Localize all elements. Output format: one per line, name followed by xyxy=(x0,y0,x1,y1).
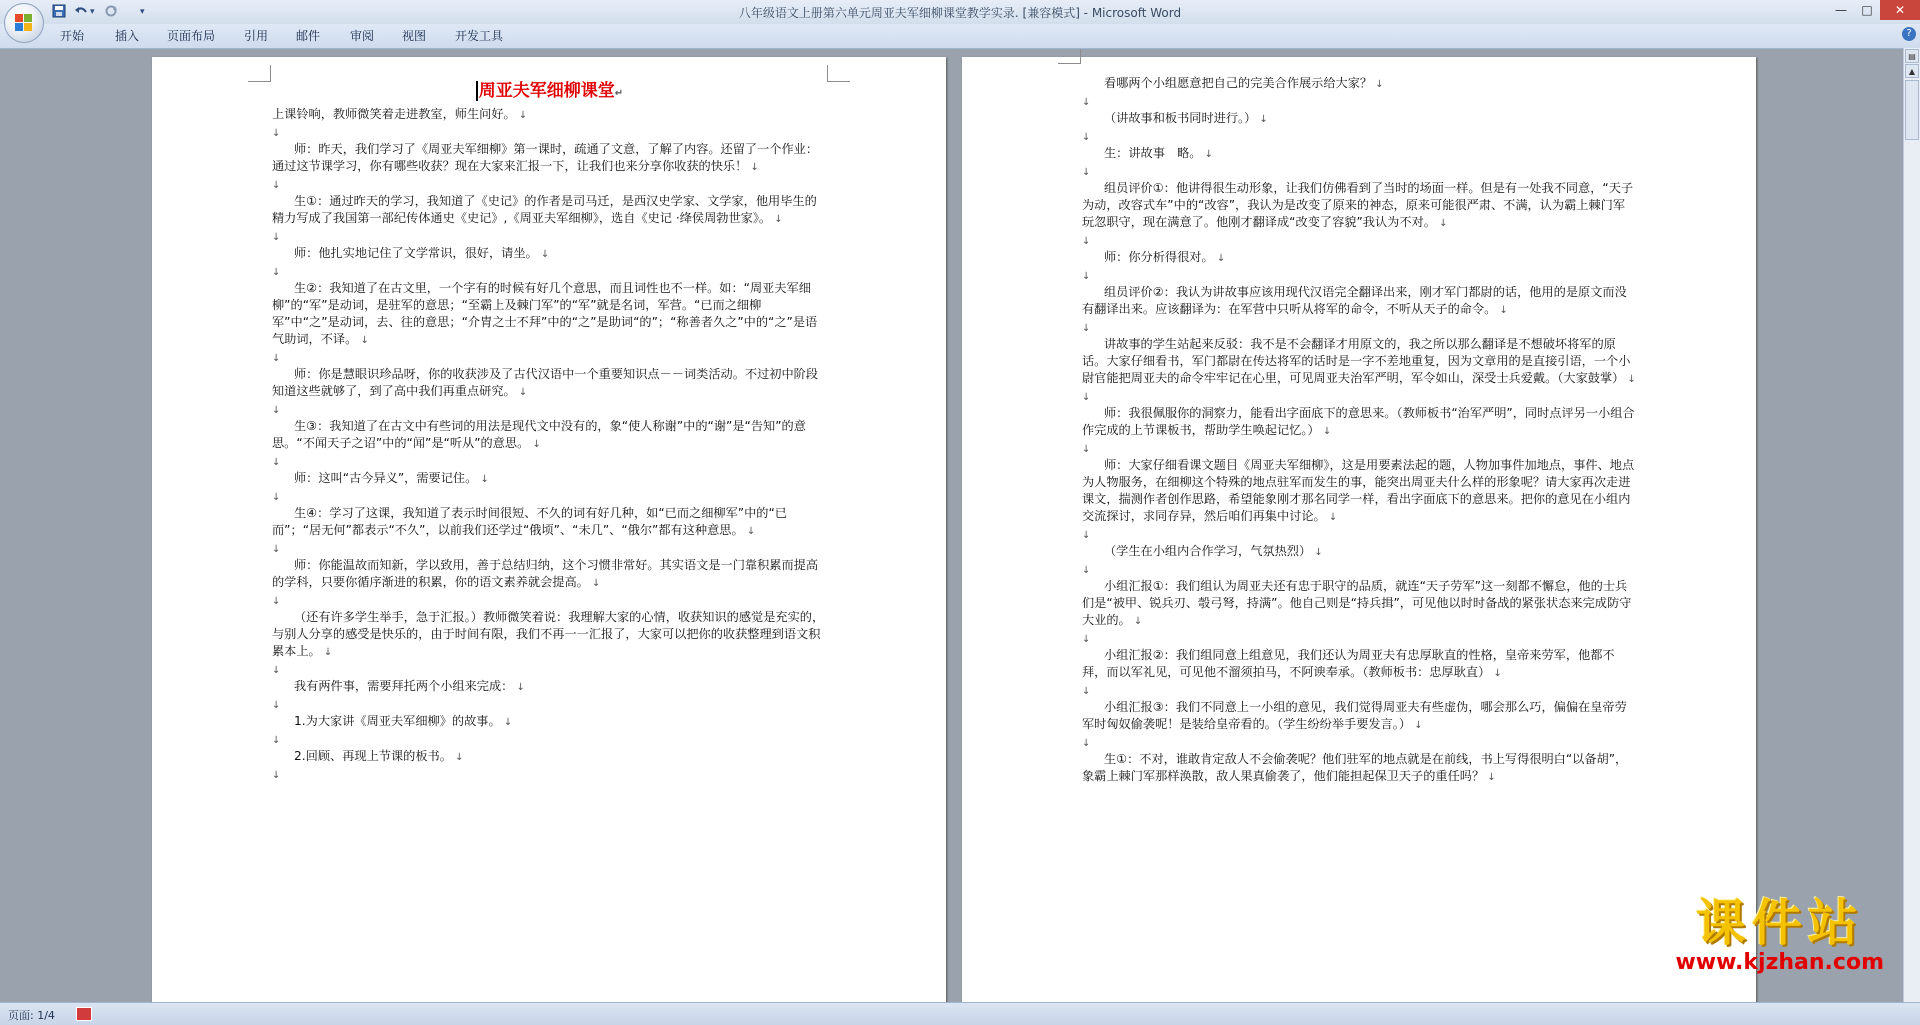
paragraph-mark: ↓ xyxy=(1082,323,1091,334)
paragraph-text: 师：你分析得很对。 xyxy=(1104,250,1214,264)
help-icon[interactable]: ? xyxy=(1902,27,1916,41)
paragraph-mark: ↓ xyxy=(1311,547,1323,558)
paragraph xyxy=(272,280,827,349)
paragraph-mark: ↓ xyxy=(537,249,550,260)
paragraph-text: 师：你是慧眼识珍品呀，你的收获涉及了古代汉语中一个重要知识点－－词类活动。不过初中阶段知道这些就够了，到了高中我们再重点研究。 xyxy=(272,367,819,398)
paragraph-mark: ↓ xyxy=(1319,426,1332,437)
paragraph-mark: ↓ xyxy=(588,578,601,589)
paragraph-mark: ↓ xyxy=(1082,132,1091,143)
paragraph xyxy=(1082,110,1637,128)
empty-paragraph xyxy=(1082,734,1637,751)
paragraph-mark: ↓ xyxy=(1256,114,1268,125)
paragraph-text: 生④：学习了这课，我知道了表示时间很短、不久的词有好几种，如“已而之细柳军”中的“已而”；“居无何”都表示“不久”，以前我们还学过“俄顷”、“未几”、“俄尔”都有这种意思。 xyxy=(272,506,787,537)
paragraph-mark: ↓ xyxy=(1201,149,1214,160)
paragraph xyxy=(1082,578,1637,630)
paragraph-mark: ↓ xyxy=(743,526,756,537)
paragraph-mark: ↓ xyxy=(357,335,369,346)
paragraph xyxy=(1082,284,1637,319)
paragraph xyxy=(272,418,827,453)
paragraph-mark: ↓ xyxy=(1372,79,1384,90)
empty-paragraph xyxy=(272,453,827,470)
paragraph-mark: ↓ xyxy=(1082,392,1091,403)
crop-mark xyxy=(1058,49,1081,64)
paragraph-mark: ↓ xyxy=(272,457,281,468)
paragraph xyxy=(272,141,827,176)
empty-paragraph xyxy=(1082,388,1637,405)
office-logo-icon xyxy=(15,14,33,32)
paragraph-mark: ↓ xyxy=(1082,271,1091,282)
empty-paragraph xyxy=(1082,319,1637,336)
paragraph-mark: ↓ xyxy=(272,596,281,607)
customize-quick-access-icon[interactable]: ▾ xyxy=(140,7,145,17)
paragraph-mark: ↓ xyxy=(1411,720,1423,731)
paragraph-mark: ↓ xyxy=(1490,668,1502,679)
paragraph-text: 小组汇报③：我们不同意上一小组的意见，我们觉得周亚夫有些虚伪，哪会那么巧，偏偏在皇帝劳军时匈奴偷袭呢！是装给皇帝看的。（学生纷纷举手要发言。） xyxy=(1082,700,1627,731)
tab-references[interactable]: 引用 xyxy=(244,29,269,43)
paragraph xyxy=(272,245,827,263)
paragraph-mark: ↓ xyxy=(1496,305,1508,316)
paragraph-text: 看哪两个小组愿意把自己的完美合作展示给大家？ xyxy=(1104,76,1373,90)
crop-mark xyxy=(827,65,850,82)
paragraph xyxy=(1082,647,1637,682)
paragraph-text: 组员评价①：他讲得很生动形象，让我们仿佛看到了当时的场面一样。但是有一处我不同意，“天子为动，改容式车”中的“改容”，我认为是改变了原来的神态，原来可能很严肃、不满，认为霸上棘门军玩忽职守，现在满意了。他刚才翻译成“改变了容貌”我认为不对。 xyxy=(1082,181,1634,229)
paragraph-text: 师：这叫“古今异义”，需要记住。 xyxy=(294,471,478,485)
paragraph-text: 我有两件事，需要拜托两个小组来完成： xyxy=(294,679,514,693)
paragraph-mark: ↓ xyxy=(1082,167,1091,178)
paragraph-mark: ↓ xyxy=(1435,218,1448,229)
paragraph-mark: ↓ xyxy=(272,128,281,139)
empty-paragraph xyxy=(272,349,827,366)
paragraph-mark: ↓ xyxy=(529,439,541,450)
paragraph-mark: ↓ xyxy=(451,752,464,763)
tab-home[interactable]: 开始 xyxy=(60,29,85,43)
paragraph-mark: ↓ xyxy=(477,474,489,485)
proofing-status-icon[interactable] xyxy=(76,1007,92,1021)
paragraph-mark: ↓ xyxy=(1130,616,1143,627)
paragraph-mark: ↓ xyxy=(1082,530,1091,541)
paragraph-mark: ↓ xyxy=(1082,236,1091,247)
paragraph-text: 2.回顾、再现上节课的板书。 xyxy=(294,749,452,763)
undo-dropdown-icon[interactable]: ▾ xyxy=(90,7,95,17)
empty-paragraph xyxy=(272,540,827,557)
paragraph-text: 师：他扎实地记住了文学常识，很好，请坐。 xyxy=(294,246,538,260)
paragraph xyxy=(272,106,827,124)
paragraph-mark: ↓ xyxy=(272,700,281,711)
paragraph xyxy=(272,748,827,766)
empty-paragraph xyxy=(1082,561,1637,578)
paragraph-mark: ↓ xyxy=(272,770,281,781)
status-bar xyxy=(0,1002,1920,1025)
vertical-scrollbar[interactable] xyxy=(1903,48,1920,1003)
close-icon[interactable]: ✕ xyxy=(1880,0,1920,20)
empty-paragraph xyxy=(1082,93,1637,110)
tab-page-layout[interactable]: 页面布局 xyxy=(167,29,216,43)
paragraph-mark: ↓ xyxy=(1484,772,1496,783)
paragraph xyxy=(272,609,827,661)
paragraph-mark: ↓ xyxy=(272,544,281,555)
document-page-1[interactable] xyxy=(152,57,946,1003)
empty-paragraph xyxy=(272,592,827,609)
paragraph xyxy=(272,193,827,228)
paragraph xyxy=(272,366,827,401)
office-button[interactable] xyxy=(4,3,44,43)
paragraph-mark: ↓ xyxy=(272,665,281,676)
paragraph-text: 生①：通过昨天的学习，我知道了《史记》的作者是司马迁，是西汉史学家、文学家，他用毕生的精力写成了我国第一部纪传体通史《史记》,《周亚夫军细柳》，选自《史记 ·绛侯周勃世家》。 xyxy=(272,194,817,225)
paragraph xyxy=(1082,145,1637,163)
paragraph-text: 师：昨天，我们学习了《周亚夫军细柳》第一课时，疏通了文意，了解了内容。还留了一个作业：通过这节课学习，你有哪些收获？现在大家来汇报一下，让我们也来分享你收获的快乐！ xyxy=(272,142,819,173)
paragraph-mark: ↓ xyxy=(1082,97,1091,108)
paragraph-text: 讲故事的学生站起来反驳：我不是不会翻译才用原文的，我之所以那么翻译是不想破坏将军的原话。大家仔细看书，军门都尉在传达将军的话时是一字不差地重复，因为文章用的是直接引语，一个小尉官能把周亚夫的命令牢牢记在心里，可见周亚夫治军严明，军令如山，深受士兵爱戴。（大家鼓掌） xyxy=(1082,337,1631,385)
paragraph xyxy=(1082,405,1637,440)
paragraph xyxy=(1082,75,1637,93)
paragraph-text: 小组汇报②：我们组同意上组意见，我们还认为周亚夫有忠厚耿直的性格，皇帝来劳军，他都不拜，而以军礼见，可见他不溜须拍马，不阿谀奉承。（教师板书：忠厚耿直） xyxy=(1082,648,1615,679)
window-controls xyxy=(1828,0,1920,22)
kjzhan-watermark xyxy=(1675,895,1884,975)
scroll-up-icon[interactable]: ▲ xyxy=(1905,64,1919,78)
paragraph-text: 生：讲故事 略。 xyxy=(1104,146,1202,160)
tab-view[interactable]: 视图 xyxy=(402,29,427,43)
maximize-icon[interactable]: □ xyxy=(1861,3,1873,17)
paragraph xyxy=(272,678,827,696)
empty-paragraph xyxy=(272,488,827,505)
paragraph-mark: ↓ xyxy=(500,717,513,728)
empty-paragraph xyxy=(272,176,827,193)
page-1-content[interactable] xyxy=(272,79,827,783)
paragraph-text: （还有许多学生举手，急于汇报。）教师微笑着说：我理解大家的心情，收获知识的感觉是充实的，与别人分享的感受是快乐的，由于时间有限，我们不再一一汇报了，大家可以把你的收获整理到语文积累本上。 xyxy=(272,610,825,658)
tab-developer[interactable]: 开发工具 xyxy=(455,29,504,43)
empty-paragraph xyxy=(1082,232,1637,249)
empty-paragraph xyxy=(1082,630,1637,647)
empty-paragraph xyxy=(1082,682,1637,699)
empty-paragraph xyxy=(272,731,827,748)
paragraph-mark: ↓ xyxy=(272,353,281,364)
document-title: 周亚夫军细柳课堂↵ xyxy=(272,79,827,106)
document-area[interactable] xyxy=(0,49,1904,1003)
paragraph xyxy=(1082,699,1637,734)
paragraph-mark: ↓ xyxy=(272,735,281,746)
paragraph-mark: ↓ xyxy=(515,387,528,398)
paragraph xyxy=(1082,249,1637,267)
paragraph-mark: ↓ xyxy=(747,162,759,173)
paragraph-mark: ↓ xyxy=(272,180,281,191)
title-bar xyxy=(0,0,1920,25)
paragraph-mark: ↓ xyxy=(320,647,333,658)
paragraph xyxy=(1082,457,1637,526)
paragraph-text: 师：大家仔细看课文题目《周亚夫军细柳》，这是用要素法起的题，人物加事件加地点，事件、地点为人物服务，在细柳这个特殊的地点驻军而发生的事，能突出周亚夫什么样的形象呢？请大家再次走进课文，揣测作者创作思路，希望能象刚才那名同学一样，看出字面底下的意思来。把你的意见在小组内交流探讨，求同存异，然后咱们再集中讨论。 xyxy=(1082,458,1635,523)
paragraph-mark: ↓ xyxy=(1325,512,1338,523)
paragraph xyxy=(1082,543,1637,561)
tab-mailings[interactable]: 邮件 xyxy=(296,29,321,43)
empty-paragraph xyxy=(1082,440,1637,457)
paragraph-mark: ↓ xyxy=(1082,634,1091,645)
paragraph-text: 1.为大家讲《周亚夫军细柳》的故事。 xyxy=(294,714,501,728)
ribbon-tabs xyxy=(0,24,1920,49)
paragraph-text: 组员评价②：我认为讲故事应该用现代汉语完全翻译出来，刚才军门都尉的话，他用的是原文而没有翻译出来。应该翻译为：在军营中只听从将军的命令，不听从天子的命令。 xyxy=(1082,285,1627,316)
paragraph-mark: ↓ xyxy=(515,110,528,121)
paragraph xyxy=(1082,336,1637,388)
paragraph-mark: ↓ xyxy=(272,232,281,243)
paragraph-text: 小组汇报①：我们组认为周亚夫还有忠于职守的品质，就连“天子劳军”这一刻都不懈怠，他的士兵们是“被甲、锐兵刃、彀弓弩，持满”。他自己则是“持兵揖”，可见他以时时备战的紧张状态来完成防守大业的。 xyxy=(1082,579,1632,627)
tab-review[interactable]: 审阅 xyxy=(350,29,375,43)
paragraph-mark: ↓ xyxy=(1624,374,1636,385)
paragraph xyxy=(272,713,827,731)
paragraph-mark: ↓ xyxy=(272,267,281,278)
empty-paragraph xyxy=(1082,267,1637,284)
paragraph-mark: ↓ xyxy=(272,492,281,503)
paragraph xyxy=(272,505,827,540)
ruler-toggle-icon[interactable]: ▤ xyxy=(1905,49,1919,63)
paragraph xyxy=(272,470,827,488)
page-2-content[interactable] xyxy=(1082,75,1637,786)
paragraph-text: 生②：我知道了在古文里，一个字有的时候有好几个意思，而且词性也不一样。如：“周亚夫军细柳”的“军”是动词，是驻军的意思；“至霸上及棘门军”的“军”就是名词，军营。“已而之细柳军”中“之”是动词，去、往的意思；“介胄之士不拜”中的“之”是助词“的”；“称善者久之”中的“之”是语气助词，不译。 xyxy=(272,281,818,346)
paragraph-text: 师：我很佩服你的洞察力，能看出字面底下的意思来。（教师板书“治军严明”，同时点评另一小组合作完成的上节课板书，帮助学生唤起记忆。） xyxy=(1082,406,1635,437)
empty-paragraph xyxy=(1082,128,1637,145)
empty-paragraph xyxy=(272,124,827,141)
paragraph-mark: ↓ xyxy=(1213,253,1226,264)
empty-paragraph xyxy=(272,766,827,783)
paragraph-mark: ↓ xyxy=(1082,444,1091,455)
paragraph-text: （学生在小组内合作学习，气氛热烈） xyxy=(1104,544,1312,558)
paragraph-mark: ↓ xyxy=(513,682,525,693)
paragraph xyxy=(1082,751,1637,786)
empty-paragraph xyxy=(272,228,827,245)
paragraph-text: （讲故事和板书同时进行。） xyxy=(1104,111,1257,125)
paragraph xyxy=(1082,180,1637,232)
page-number[interactable]: 页面: 1/4 xyxy=(8,1009,55,1022)
scroll-thumb[interactable] xyxy=(1905,80,1919,140)
paragraph-mark: ↓ xyxy=(1082,686,1091,697)
window-title: 八年级语文上册第六单元周亚夫军细柳课堂教学实录. [兼容模式] - Microsoft Word xyxy=(738,6,1182,20)
empty-paragraph xyxy=(1082,526,1637,543)
watermark-text: 课件站 xyxy=(1695,894,1864,952)
paragraph-text: 上课铃响，教师微笑着走进教室，师生问好。 xyxy=(272,107,516,121)
empty-paragraph xyxy=(272,661,827,678)
minimize-icon[interactable]: — xyxy=(1835,3,1847,17)
empty-paragraph xyxy=(1082,163,1637,180)
paragraph-text: 师：你能温故而知新，学以致用，善于总结归纳，这个习惯非常好。其实语文是一门靠积累而提高的学科，只要你循序渐进的积累，你的语文素养就会提高。 xyxy=(272,558,819,589)
watermark-url: www.kjzhan.com xyxy=(1675,950,1884,975)
tab-insert[interactable]: 插入 xyxy=(115,29,140,43)
empty-paragraph xyxy=(272,401,827,418)
empty-paragraph xyxy=(272,696,827,713)
paragraph xyxy=(272,557,827,592)
paragraph-mark: ↓ xyxy=(272,405,281,416)
paragraph-mark: ↓ xyxy=(771,214,783,225)
empty-paragraph xyxy=(272,263,827,280)
crop-mark xyxy=(248,65,271,82)
paragraph-mark: ↓ xyxy=(1082,565,1091,576)
document-page-2[interactable] xyxy=(962,57,1756,1003)
paragraph-text: 生①：不对，谁敢肯定敌人不会偷袭呢？他们驻军的地点就是在前线，书上写得很明白“以备胡”，象霸上棘门军那样涣散，敌人果真偷袭了，他们能担起保卫天子的重任吗？ xyxy=(1082,752,1628,783)
paragraph-text: 生③：我知道了在古文中有些词的用法是现代文中没有的，象“使人称谢”中的“谢”是“告知”的意思。“不闻天子之诏”中的“闻”是“听从”的意思。 xyxy=(272,419,806,450)
paragraph-mark: ↓ xyxy=(1082,738,1091,749)
